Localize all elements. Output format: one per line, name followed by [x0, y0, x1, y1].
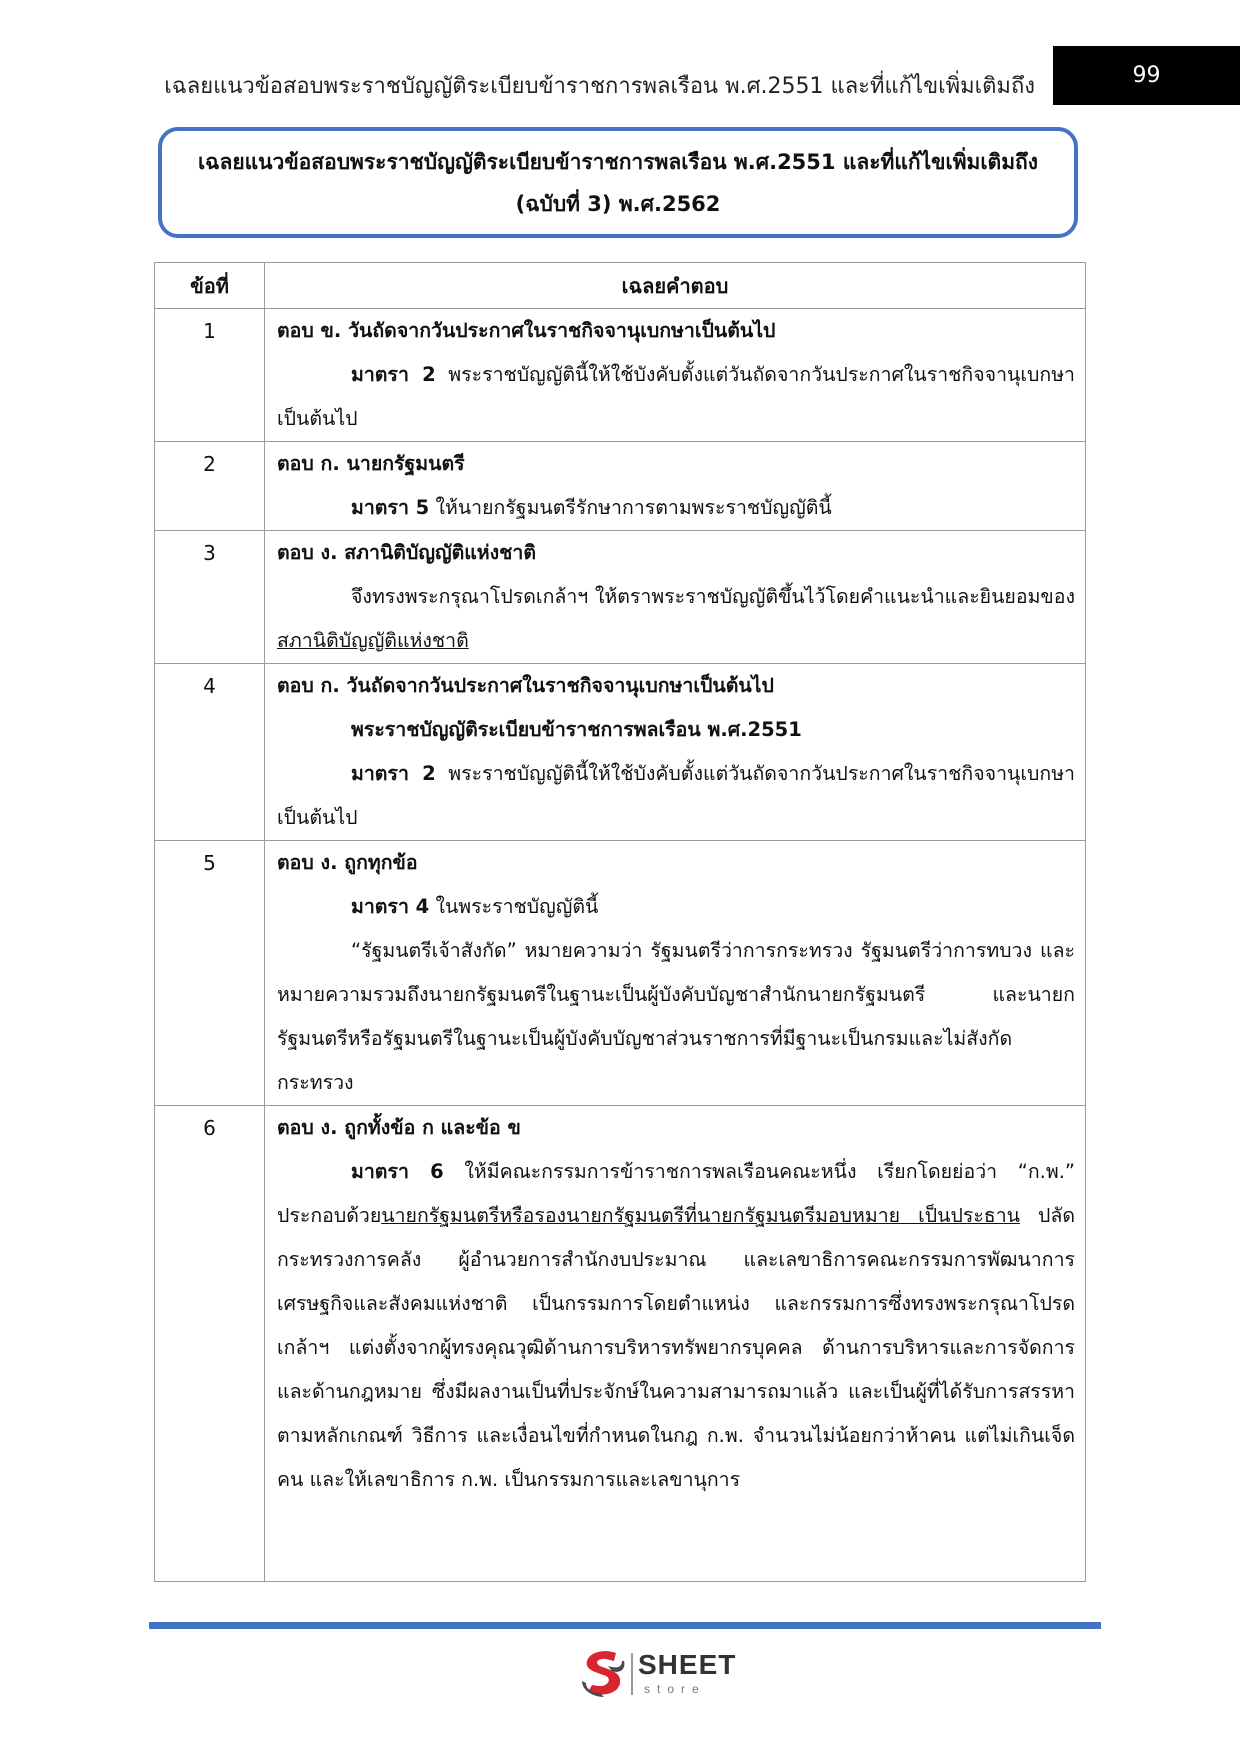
title-line-2: (ฉบับที่ 3) พ.ศ.2562 — [515, 191, 721, 216]
title-line-1: เฉลยแนวข้อสอบพระราชบัญญัติระเบียบข้าราชการพลเรือน พ.ศ.2551 และที่แก้ไขเพิ่มเติมถึง — [197, 149, 1039, 174]
question-number: 1 — [155, 309, 265, 442]
sheet-store-logo-icon — [578, 1647, 628, 1699]
table-row — [155, 841, 1086, 1106]
explanation-text: ให้มีคณะกรรมการข้าราชการพลเรือนคณะหนึ่ง เรียกโดยย่อว่า “ก.พ.” ประกอบด้วย — [277, 1160, 1075, 1227]
answer-choice: ตอบ ง. ถูกทั้งข้อ ก และข้อ ข — [277, 1116, 521, 1139]
page-number: 99 — [1053, 46, 1240, 105]
explanation-text: จึงทรงพระกรุณาโปรดเกล้าฯ ให้ตราพระราชบัญญัติขึ้นไว้โดยคำแนะนำและยินยอมของ — [351, 585, 1075, 608]
table-row — [155, 531, 1086, 664]
table-row — [155, 442, 1086, 531]
logo-subtext: store — [644, 1682, 706, 1696]
question-number: 2 — [155, 442, 265, 531]
section-heading-text: ในพระราชบัญญัตินี้ — [429, 895, 599, 918]
table-row — [155, 1106, 1086, 1582]
logo-divider — [631, 1653, 633, 1695]
answer-choice: ตอบ ง. ถูกทุกข้อ — [277, 851, 418, 874]
logo-s-red — [587, 1651, 621, 1694]
answer-cell — [265, 841, 1086, 1106]
explanation — [277, 929, 1075, 1105]
table-header-row — [155, 263, 1086, 309]
explanation — [277, 752, 1075, 840]
explanation — [277, 575, 1075, 663]
section-ref: มาตรา 5 — [351, 496, 430, 519]
question-number: 5 — [155, 841, 265, 1106]
column-header-answer: เฉลยคำตอบ — [265, 263, 1086, 309]
table-row — [155, 664, 1086, 841]
explanation — [277, 1150, 1075, 1502]
explanation-text: พระราชบัญญัตินี้ให้ใช้บังคับตั้งแต่วันถัดจากวันประกาศในราชกิจจานุเบกษาเป็นต้นไป — [277, 762, 1075, 829]
explanation-text: พระราชบัญญัตินี้ให้ใช้บังคับตั้งแต่วันถัดจากวันประกาศในราชกิจจานุเบกษาเป็นต้นไป — [277, 363, 1075, 430]
explanation-text-continued: ปลัดกระทรวงการคลัง ผู้อำนวยการสำนักงบประมาณ และเลขาธิการคณะกรรมการพัฒนาการเศรษฐกิจและสังคมแห่งชาติ เป็นกรรมการโดยตำแหน่ง และกรรมการซึ่งทรงพระกรุณาโปรดเกล้าฯ แต่งตั้งจากผู้ทรงคุณวุฒิด้านการบริหารทรัพยากรบุคคล ด้านการบริหารและการจัดการ และด้านกฎหมาย ซึ่งมีผลงานเป็นที่ประจักษ์ในความสามารถมาแล้ว และเป็นผู้ที่ได้รับการสรรหาตามหลักเกณฑ์ วิธีการ และเงื่อนไขที่กำหนดในกฎ ก.พ. จำนวนไม่น้อยกว่าห้าคน แต่ไม่เกินเจ็ดคน และให้เลขาธิการ ก.พ. เป็นกรรมการและเลขานุการ — [277, 1204, 1075, 1491]
answer-cell — [265, 531, 1086, 664]
answer-choice: ตอบ ก. นายกรัฐมนตรี — [277, 452, 465, 475]
answer-table — [154, 262, 1086, 1582]
answer-cell — [265, 1106, 1086, 1582]
table-row — [155, 309, 1086, 442]
explanation — [277, 353, 1075, 441]
explanation — [277, 486, 1075, 530]
answer-cell — [265, 309, 1086, 442]
section-ref: มาตรา 6 — [351, 1160, 444, 1183]
question-number: 6 — [155, 1106, 265, 1582]
act-name: พระราชบัญญัติระเบียบข้าราชการพลเรือน พ.ศ.2551 — [351, 718, 802, 741]
logo-wordmark: SHEET — [638, 1649, 737, 1680]
question-number: 4 — [155, 664, 265, 841]
answer-choice: ตอบ ง. สภานิติบัญญัติแห่งชาติ — [277, 541, 537, 564]
explanation-underlined: สภานิติบัญญัติแห่งชาติ — [277, 629, 469, 652]
answer-cell — [265, 442, 1086, 531]
explanation-text: “รัฐมนตรีเจ้าสังกัด” หมายความว่า รัฐมนตรีว่าการกระทรวง รัฐมนตรีว่าการทบวง และหมายความรวมถึงนายกรัฐมนตรีในฐานะเป็นผู้บังคับบัญชาสำนักนายกรัฐมนตรี และนายกรัฐมนตรีหรือรัฐมนตรีในฐานะเป็นผู้บังคับบัญชาส่วนราชการที่มีฐานะเป็นกรมและไม่สังกัดกระทรวง — [277, 939, 1075, 1094]
explanation-underlined: นายกรัฐมนตรีหรือรองนายกรัฐมนตรีที่นายกรัฐมนตรีมอบหมาย เป็นประธาน — [381, 1204, 1020, 1227]
explanation-text: ให้นายกรัฐมนตรีรักษาการตามพระราชบัญญัตินี้ — [429, 496, 832, 519]
section-ref: มาตรา 2 — [351, 363, 436, 386]
title-box — [158, 127, 1078, 238]
section-ref: มาตรา 2 — [351, 762, 436, 785]
page-header-title: เฉลยแนวข้อสอบพระราชบัญญัติระเบียบข้าราชการพลเรือน พ.ศ.2551 และที่แก้ไขเพิ่มเติมถึง — [164, 74, 1035, 99]
answer-choice: ตอบ ก. วันถัดจากวันประกาศในราชกิจจานุเบกษาเป็นต้นไป — [277, 674, 774, 697]
column-header-no: ข้อที่ — [155, 263, 265, 309]
question-number: 3 — [155, 531, 265, 664]
footer-rule — [149, 1622, 1101, 1629]
sheet-store-logo — [578, 1647, 743, 1699]
section-heading — [277, 885, 1075, 929]
answer-choice: ตอบ ข. วันถัดจากวันประกาศในราชกิจจานุเบกษาเป็นต้นไป — [277, 319, 776, 342]
section-ref: มาตรา 4 — [351, 895, 430, 918]
answer-cell — [265, 664, 1086, 841]
